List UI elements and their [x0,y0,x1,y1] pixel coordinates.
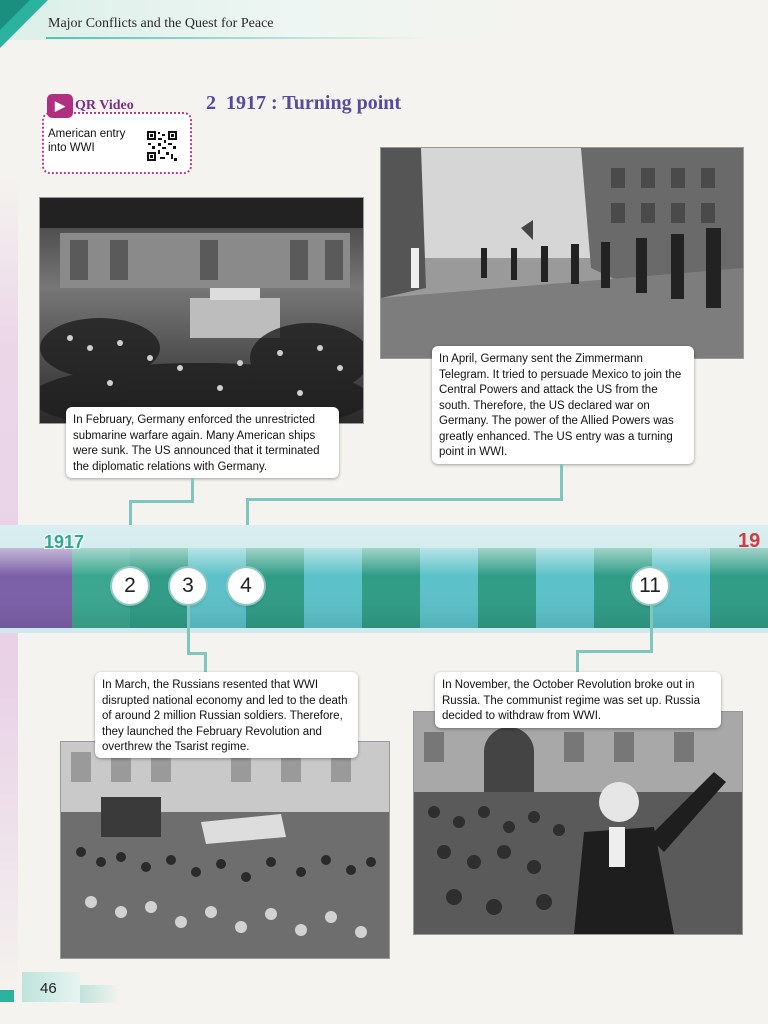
connector-mar [204,652,207,672]
connector-mar [187,606,190,654]
qr-video-caption: American entry into WWI [48,128,126,154]
photo-october-revolution [414,712,742,934]
page-corner-decoration [0,990,14,1002]
photo-us-troops-marching [381,148,743,358]
connector-apr [246,498,563,501]
connector-feb [129,500,194,503]
timeline-marker-apr: 4 [228,568,264,604]
running-header: Major Conflicts and the Quest for Peace [48,16,274,31]
page-number-tail [80,985,120,1003]
timeline-marker-feb: 2 [112,568,148,604]
timeline-marker-mar: 3 [170,568,206,604]
qr-code[interactable] [146,130,178,162]
event-feb-callout [66,407,339,478]
connector-feb [191,478,194,502]
event-apr-text: In April, Germany sent the Zimmermann Telegram. It tried to persuade Mexico to join the Central Powers and attack the US from the south. Therefore, the US declared war on Germany. The power of the Allied Powers was greatly enhanced. The US entry was a turning point in WWI. [439,353,682,458]
qr-video-icon: ▶ [47,94,73,118]
timeline-next-year-partial: 19 [738,530,761,552]
photo-us-congress [40,198,363,423]
event-feb-text: In February, Germany enforced the unrestricted submarine warfare again. Many American ships were sunk. The US announced that it terminated the diplomatic relations with Germany. [73,414,320,473]
connector-nov [576,650,579,672]
timeline-start-year: 1917 [44,532,85,552]
header-rule [46,37,426,39]
event-mar-text: In March, the Russians resented that WWI disrupted national economy and led to the death of around 2 million Russian soldiers. Therefore, they launched the February Revolution and overthrew the Tsarist regime. [102,679,348,753]
connector-nov [650,606,653,652]
page-number: 46 [40,980,57,997]
event-apr-callout [432,346,694,464]
event-mar-callout [95,672,358,758]
header-corner-decoration-dark [0,0,30,30]
photo-february-revolution [61,742,389,958]
connector-nov [576,650,653,653]
event-nov-text: In November, the October Revolution broke out in Russia. The communist regime was set up. Russia decided to withdraw from WWI. [442,679,700,722]
qr-video-label: QR Video [75,98,134,113]
section-title [206,92,401,115]
connector-apr [560,464,563,500]
section-heading: 1917 : Turning point [226,92,402,114]
event-nov-callout [435,672,721,728]
qr-video-label-group [47,95,134,117]
timeline-marker-nov: 11 [632,568,668,604]
section-number: 2 [206,92,216,114]
